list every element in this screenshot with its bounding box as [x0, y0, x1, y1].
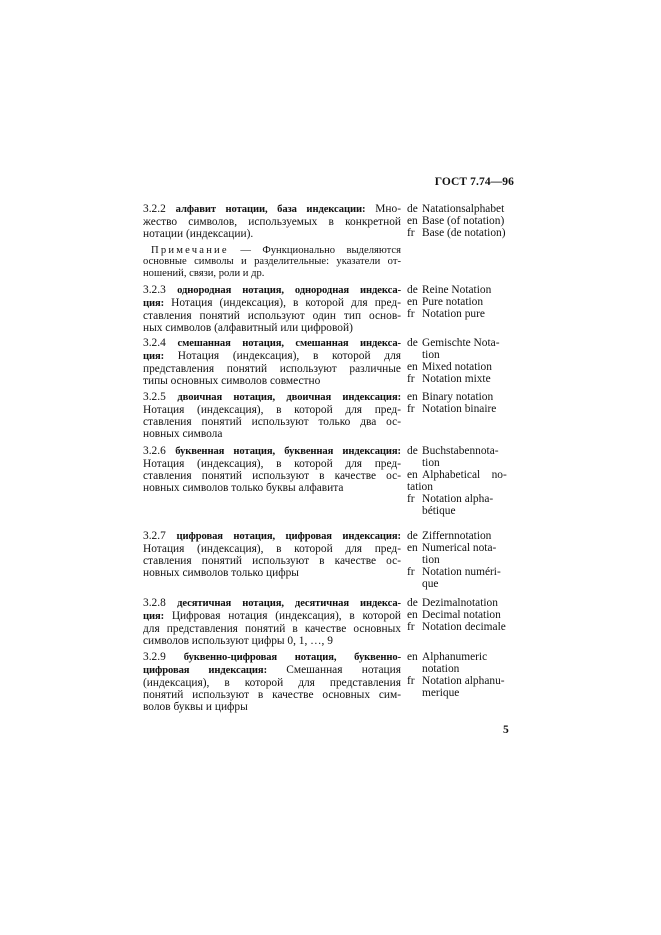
equivalent-en: en Pure notation: [407, 296, 484, 309]
term-name: алфавит нотации, база индексации:: [175, 204, 366, 215]
term-name: смешанная нотация, смешанная индекса-: [177, 338, 401, 349]
term-number: 3.2.2: [143, 203, 166, 215]
foreign-equivalents: [407, 597, 527, 633]
term-definition: 3.2.9 буквенно-цифровая нотация, буквенно- цифровая индексация: Смешанная нотация (индексация), в которой для представления понятий используют в качестве основных сим- волов буквы и цифры: [143, 651, 401, 714]
equivalent-en: en Mixed notation: [407, 361, 492, 374]
equivalent-fr: fr Notation binaire: [407, 403, 497, 416]
equivalent-en: en Alphanumeric: [407, 651, 488, 663]
foreign-equivalents: [407, 284, 527, 320]
term-number: 3.2.9: [143, 651, 166, 663]
foreign-equivalents: en Alphanumeric notation fr Notation alphanu- merique: [407, 651, 527, 699]
term-number: 3.2.3: [143, 284, 166, 296]
note-block: Примечание — Функционально выделяются основные символы и разделительные: указатели от- ношений, связи, роли и др.: [143, 245, 402, 279]
standard-designation: ГОСТ 7.74—96: [434, 176, 514, 188]
equivalent-fr: fr Notation pure: [407, 308, 485, 321]
term-name: однородная нотация, однородная индекса-: [177, 285, 401, 296]
equivalent-fr: fr Notation alpha-: [407, 493, 494, 506]
foreign-equivalents: [407, 391, 527, 415]
equivalent-en: en Alphabetical no-: [407, 469, 507, 482]
equivalent-en: en Decimal notation: [407, 609, 501, 622]
note-label: Примечание: [151, 245, 229, 256]
foreign-equivalents: de Buchstabennota- tion en Alphabetical no- tation fr Notation alpha- bétique: [407, 445, 527, 518]
term-name: буквенная нотация, буквенная индексация:: [175, 446, 401, 457]
term-name: двоичная нотация, двоичная индексация:: [177, 392, 401, 403]
term-name: буквенно-цифровая нотация, буквенно-: [183, 652, 401, 663]
term-definition: 3.2.6 буквенная нотация, буквенная индексация: Нотация (индексация), в которой для пред- ставления понятий используют в качестве ос- новных символов только буквы алфавита: [143, 445, 401, 495]
equivalent-en: en Binary notation: [407, 391, 494, 403]
equivalent-de: de Ziffernnotation: [407, 530, 492, 542]
term-definition: 3.2.2 алфавит нотации, база индексации: Мно- жество символов, используемых в конкретной нотации (индексации).: [143, 203, 401, 241]
equivalent-de: de Reine Notation: [407, 284, 492, 296]
equivalent-fr: fr Notation numéri-: [407, 566, 501, 579]
equivalent-fr: fr Notation mixte: [407, 373, 491, 386]
foreign-equivalents: [407, 203, 527, 239]
equivalent-de: de Buchstabennota-: [407, 445, 499, 457]
foreign-equivalents: de Ziffernnotation en Numerical nota- tion fr Notation numéri- que: [407, 530, 527, 590]
equivalent-fr: fr Notation alphanu-: [407, 675, 505, 688]
term-number: 3.2.4: [143, 337, 166, 349]
term-name: десятичная нотация, десятичная индекса-: [177, 598, 401, 609]
term-number: 3.2.8: [143, 597, 166, 609]
term-number: 3.2.7: [143, 530, 166, 542]
term-definition: 3.2.8 десятичная нотация, десятичная индекса- ция: Цифровая нотация (индексация), в которой для представления понятий в качестве основных символов используют цифры 0, 1, …, 9: [143, 597, 401, 648]
term-number: 3.2.5: [143, 391, 166, 403]
equivalent-fr: fr Notation decimale: [407, 621, 506, 634]
term-definition: 3.2.5 двоичная нотация, двоичная индексация: Нотация (индексация), в которой для пред- ставления понятий используют только два ос- новных символа: [143, 391, 401, 441]
term-name: цифровая нотация, цифровая индексация:: [176, 531, 401, 542]
equivalent-en: en Numerical nota-: [407, 542, 497, 555]
equivalent-fr: fr Base (de notation): [407, 227, 506, 240]
term-definition: 3.2.7 цифровая нотация, цифровая индексация: Нотация (индексация), в которой для пред- ставления понятий используют в качестве ос- новных символов только цифры: [143, 530, 401, 580]
foreign-equivalents: de Gemischte Nota- tion en Mixed notation fr Notation mixte: [407, 337, 527, 385]
term-number: 3.2.6: [143, 445, 166, 457]
equivalent-en: en Base (of notation): [407, 215, 505, 228]
term-definition: 3.2.4 смешанная нотация, смешанная индекса- ция: Нотация (индексация), в которой для представления понятий используют различные типы основных символов совместно: [143, 337, 401, 388]
equivalent-de: de Natationsalphabet: [407, 203, 505, 215]
page-number: 5: [503, 724, 509, 736]
equivalent-de: de Gemischte Nota-: [407, 337, 500, 349]
equivalent-de: de Dezimalnotation: [407, 597, 498, 609]
term-definition: 3.2.3 однородная нотация, однородная индекса- ция: Нотация (индексация), в которой для пред- ставления понятий используют один тип основ- ных символов (алфавитный или цифровой): [143, 284, 401, 335]
